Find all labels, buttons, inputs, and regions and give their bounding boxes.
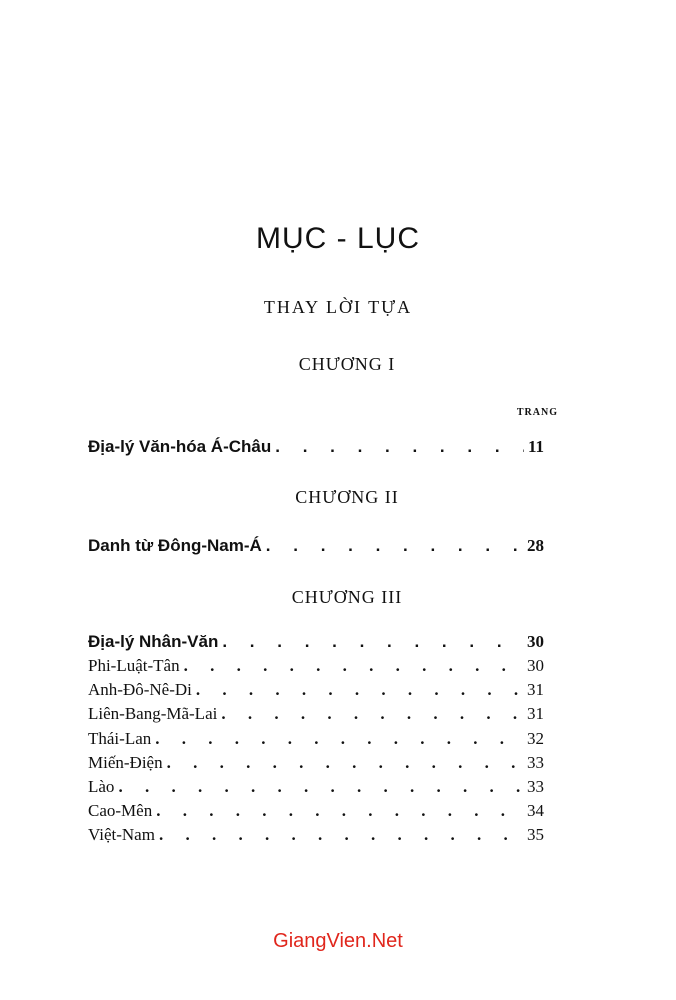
watermark-text: GiangVien.Net xyxy=(273,930,403,952)
toc-entry-page: 30 xyxy=(527,632,544,651)
toc-entry-label: Liên-Bang-Mã-Lai xyxy=(88,704,218,723)
dot-leader xyxy=(184,656,523,676)
toc-entry xyxy=(88,825,544,845)
page-title: MỤC - LỤC xyxy=(256,222,420,255)
toc-entry-label: Thái-Lan xyxy=(88,729,152,748)
preface-heading: THAY LỜI TỰA xyxy=(263,297,413,317)
toc-entry-label: Danh từ Đông-Nam-Á xyxy=(88,536,262,555)
toc-entry-page: 33 xyxy=(527,777,544,796)
toc-entry-page: 31 xyxy=(527,704,544,723)
toc-entry xyxy=(88,753,544,773)
toc-entry-label: Miến-Điện xyxy=(88,753,163,772)
dot-leader xyxy=(266,536,523,556)
toc-entry-page: 33 xyxy=(527,753,544,772)
dot-leader xyxy=(222,632,523,652)
toc-entry-label: Phi-Luật-Tân xyxy=(88,656,180,675)
toc-entry-page: 35 xyxy=(527,825,544,844)
toc-entry-page: 30 xyxy=(527,656,544,675)
toc-entry xyxy=(88,704,544,724)
toc-entry xyxy=(88,437,544,457)
toc-entry xyxy=(88,680,544,700)
page-column-label: TRANG xyxy=(516,407,558,418)
toc-entry-page: 11 xyxy=(527,437,544,456)
toc-entry-label: Lào xyxy=(88,777,115,796)
dot-leader xyxy=(118,777,523,797)
chapter-1-heading: CHƯƠNG I xyxy=(298,354,396,374)
dot-leader xyxy=(275,437,524,457)
toc-entry xyxy=(88,801,544,821)
toc-entry-page: 34 xyxy=(527,801,544,820)
toc-entry-label: Cao-Mên xyxy=(88,801,153,820)
toc-entry xyxy=(88,656,544,676)
toc-entry xyxy=(88,777,544,797)
dot-leader xyxy=(167,753,523,773)
toc-entry xyxy=(88,536,544,556)
dot-leader xyxy=(156,801,523,821)
dot-leader xyxy=(159,825,523,845)
chapter-2-heading: CHƯƠNG II xyxy=(295,487,399,507)
toc-entry-label: Anh-Đô-Nê-Di xyxy=(88,680,192,699)
chapter-3-heading: CHƯƠNG III xyxy=(291,587,403,607)
dot-leader xyxy=(196,680,523,700)
toc-entry-page: 31 xyxy=(527,680,544,699)
toc-entry xyxy=(88,632,544,652)
toc-entry-label: Địa-lý Nhân-Văn xyxy=(88,632,219,651)
dot-leader xyxy=(155,729,523,749)
toc-entry-label: Địa-lý Văn-hóa Á-Châu xyxy=(88,437,272,456)
toc-entry-page: 28 xyxy=(527,536,544,555)
toc-entry-label: Việt-Nam xyxy=(88,825,155,844)
toc-entry xyxy=(88,729,544,749)
toc-entry-page: 32 xyxy=(527,729,544,748)
dot-leader xyxy=(221,704,523,724)
